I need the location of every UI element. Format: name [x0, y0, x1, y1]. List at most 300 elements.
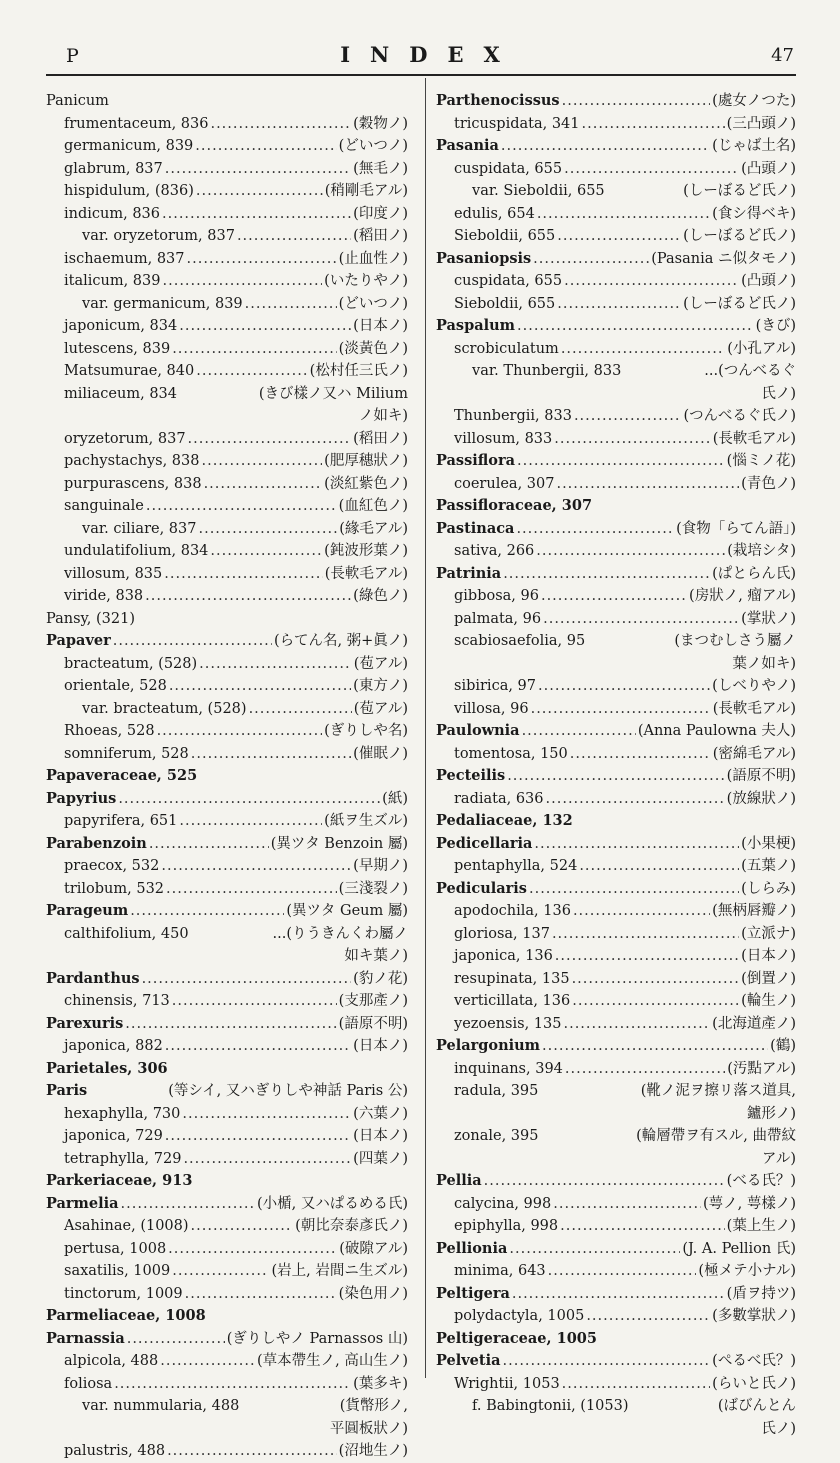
- leader-dots: [118, 788, 380, 811]
- entry-term: zonale, 395: [454, 1128, 539, 1144]
- leader-dots: [565, 1058, 725, 1081]
- index-entry: [46, 1350, 408, 1373]
- leader-dots: [142, 968, 352, 991]
- entry-gloss: (放線狀ノ): [726, 790, 796, 807]
- entry-gloss: (松村任三氏ノ): [309, 363, 408, 379]
- entry-gloss: (沼地生ノ): [338, 1443, 408, 1459]
- entry-gloss: (北海道產ノ): [712, 1015, 796, 1032]
- entry-term: alpicola, 488: [64, 1353, 159, 1369]
- entry-gloss: (葉多キ): [353, 1375, 408, 1392]
- genus-name: Parmeliaceae, 1008: [46, 1307, 206, 1324]
- entry-term: lutescens, 839: [64, 340, 171, 357]
- index-entry: [46, 563, 408, 586]
- entry-gloss: 平圓板狀ノ): [329, 1420, 408, 1437]
- entry-term: frumentaceum, 836: [64, 115, 209, 132]
- header-rule: [46, 74, 796, 76]
- genus-name: Parmelia: [46, 1194, 119, 1212]
- genus-name: Pelargonium: [436, 1037, 541, 1054]
- entry-gloss: (凸頭ノ): [741, 160, 796, 177]
- left-column: [46, 90, 408, 1463]
- genus-name: Papaver: [46, 632, 111, 649]
- entry-gloss: (輪層帶ヲ有スル, 曲帶紋: [636, 1128, 796, 1144]
- index-entry: [436, 1013, 796, 1036]
- index-entry: [436, 1328, 796, 1351]
- entry-gloss: (じゃば土名): [712, 138, 796, 154]
- entry-term: glabrum, 837: [64, 160, 163, 177]
- index-entry: [436, 1125, 796, 1148]
- genus-name: Pecteilis: [436, 767, 506, 784]
- leader-dots: [564, 270, 739, 293]
- entry-gloss: (しらみ): [741, 880, 796, 897]
- entry-gloss: (立派ナ): [741, 925, 796, 942]
- index-entry: [46, 158, 408, 181]
- entry-term: pentaphylla, 524: [454, 858, 578, 874]
- entry-gloss: (食物「らてん語」): [676, 520, 796, 537]
- leader-dots: [167, 1440, 337, 1463]
- entry-term: villosum, 835: [64, 565, 163, 582]
- entry-term: verticillata, 136: [454, 993, 571, 1009]
- entry-gloss: (しーぼるど氏ノ): [683, 183, 796, 199]
- page-header: [0, 0, 840, 80]
- index-entry: [436, 405, 796, 428]
- leader-dots: [127, 1328, 225, 1351]
- index-entry: [46, 1058, 408, 1081]
- index-entry: [436, 90, 796, 113]
- index-entry: [436, 1395, 796, 1418]
- leader-dots: [557, 293, 681, 316]
- leader-dots: [517, 450, 725, 473]
- genus-name: Papaveraceae, 525: [46, 767, 198, 784]
- entry-gloss: (靴ノ泥ヲ擦リ落ス道具,: [640, 1083, 796, 1099]
- index-entry: [46, 945, 408, 968]
- entry-gloss: (苞アル): [353, 655, 408, 672]
- leader-dots: [157, 720, 323, 743]
- entry-term: palustris, 488: [64, 1443, 166, 1459]
- entry-term: var. Thunbergii, 833: [472, 363, 622, 379]
- index-entry: [46, 1305, 408, 1328]
- leader-dots: [183, 1148, 351, 1171]
- index-entry: [436, 383, 796, 406]
- index-entry: [46, 1238, 408, 1261]
- entry-term: somniferum, 528: [64, 745, 189, 762]
- index-entry: [46, 1328, 408, 1351]
- entry-term: sativa, 266: [454, 543, 535, 559]
- entry-gloss: 氏ノ): [761, 385, 796, 402]
- genus-name: Pardanthus: [46, 969, 140, 987]
- genus-name: Parthenocissus: [436, 92, 560, 109]
- entry-term: tricuspidata, 341: [454, 115, 580, 132]
- index-entry: [436, 563, 796, 586]
- genus-name: Pedicularis: [436, 879, 527, 897]
- page-number: 47: [771, 45, 794, 66]
- leader-dots: [557, 225, 681, 248]
- entry-gloss: (べる氏？): [726, 1173, 796, 1189]
- entry-gloss: (どいつノ): [338, 295, 408, 312]
- entry-term: pachystachys, 838: [64, 453, 200, 469]
- index-entry: [436, 833, 796, 856]
- leader-dots: [172, 990, 337, 1013]
- entry-term: var. Sieboldii, 655: [472, 183, 605, 199]
- entry-term: purpurascens, 838: [64, 475, 202, 492]
- index-entry: [436, 203, 796, 226]
- index-entry: [436, 743, 796, 766]
- index-entry: [436, 585, 796, 608]
- leader-dots: [165, 1125, 351, 1148]
- leader-dots: [552, 923, 739, 946]
- entry-gloss: (長軟毛アル): [712, 430, 796, 447]
- entry-term: villosum, 833: [454, 430, 553, 447]
- entry-term: var. germanicum, 839: [82, 295, 243, 312]
- index-entry: [46, 113, 408, 136]
- index-entry: [46, 518, 408, 541]
- leader-dots: [199, 653, 352, 676]
- leader-dots: [121, 1193, 255, 1216]
- leader-dots: [579, 855, 739, 878]
- entry-gloss: (早期ノ): [353, 858, 408, 874]
- index-entry: [46, 293, 408, 316]
- entry-term: tinctorum, 1009: [64, 1285, 183, 1302]
- index-entry: [436, 788, 796, 811]
- genus-name: Parnassia: [46, 1329, 125, 1347]
- entry-term: Matsumurae, 840: [64, 363, 195, 379]
- entry-gloss: (東方ノ): [353, 678, 408, 694]
- entry-term: cuspidata, 655: [454, 273, 563, 289]
- leader-dots: [546, 788, 725, 811]
- leader-dots: [509, 1238, 680, 1261]
- index-entry: [436, 540, 796, 563]
- genus-name: Parexuris: [46, 1014, 124, 1032]
- genus-name: Parageum: [46, 902, 129, 919]
- leader-dots: [145, 585, 351, 608]
- entry-gloss: (ばびんとん: [717, 1398, 796, 1414]
- entry-gloss: (紙ヲ生ズル): [324, 813, 408, 829]
- leader-dots: [572, 968, 740, 991]
- index-entry: [46, 630, 408, 653]
- index-entry: [46, 900, 408, 923]
- leader-dots: [210, 540, 322, 563]
- entry-gloss: 葉ノ如キ): [732, 655, 796, 672]
- leader-dots: [249, 698, 352, 721]
- entry-gloss: (密綿毛アル): [712, 745, 796, 762]
- genus-name: Paris: [46, 1082, 88, 1099]
- index-entry: [46, 540, 408, 563]
- index-entry: [436, 855, 796, 878]
- entry-term: orientale, 528: [64, 678, 167, 694]
- entry-term: sanguinale: [64, 498, 144, 514]
- index-entry: [46, 1395, 408, 1418]
- genus-name: Paulownia: [436, 722, 520, 739]
- entry-gloss: (小果梗): [741, 835, 796, 852]
- entry-term: japonica, 729: [64, 1128, 163, 1144]
- entry-gloss: (長軟毛アル): [712, 700, 796, 717]
- index-entry: [436, 1418, 796, 1441]
- entry-term: var. bracteatum, (528): [82, 700, 247, 717]
- entry-gloss: (倒置ノ): [741, 970, 796, 987]
- entry-gloss: (しーぼるど氏ノ): [683, 295, 796, 312]
- index-entry: [46, 428, 408, 451]
- entry-gloss: (小楯, 又ハぱるめる氏): [256, 1195, 408, 1212]
- index-entry: [436, 765, 796, 788]
- leader-dots: [542, 1035, 768, 1058]
- index-entry: [46, 720, 408, 743]
- leader-dots: [125, 1013, 336, 1036]
- leader-dots: [204, 473, 323, 496]
- entry-term: pertusa, 1008: [64, 1240, 167, 1257]
- index-entry: [46, 1013, 408, 1036]
- index-entry: [46, 923, 408, 946]
- leader-dots: [162, 203, 351, 226]
- leader-dots: [237, 225, 351, 248]
- entry-gloss: (淡紅紫色ノ): [324, 475, 408, 492]
- index-entry: [46, 1193, 408, 1216]
- entry-term: chinensis, 713: [64, 993, 170, 1009]
- entry-gloss: (朝比奈泰彥氏ノ): [295, 1218, 408, 1234]
- entry-gloss: (青色ノ): [741, 475, 796, 492]
- index-entry: [46, 135, 408, 158]
- index-entry: [436, 630, 796, 653]
- leader-dots: [130, 900, 284, 923]
- leader-dots: [537, 203, 710, 226]
- index-entry: [46, 653, 408, 676]
- leader-dots: [160, 1350, 255, 1373]
- leader-dots: [114, 1373, 351, 1396]
- leader-dots: [210, 113, 351, 136]
- leader-dots: [185, 1283, 337, 1306]
- index-entry: [436, 473, 796, 496]
- entry-gloss: (支那產ノ): [338, 993, 408, 1009]
- index-entry: [46, 495, 408, 518]
- leader-dots: [556, 473, 739, 496]
- entry-term: viride, 838: [64, 588, 144, 604]
- index-entry: [436, 248, 796, 271]
- leader-dots: [187, 248, 337, 271]
- leader-dots: [172, 338, 336, 361]
- entry-gloss: (らいと氏ノ): [712, 1375, 796, 1392]
- index-entry: [436, 1350, 796, 1373]
- entry-gloss: (ぎりしや名): [324, 723, 408, 739]
- genus-name: Pasania: [436, 137, 499, 154]
- entry-term: Sieboldii, 655: [454, 228, 556, 244]
- entry-gloss: (六葉ノ): [353, 1105, 408, 1122]
- index-entry: [46, 743, 408, 766]
- page-title: INDEX: [340, 42, 520, 67]
- entry-gloss: (掌狀ノ): [741, 610, 796, 627]
- index-entry: [436, 1238, 796, 1261]
- index-entry: [46, 405, 408, 428]
- entry-term: Pansy, (321): [46, 610, 136, 627]
- entry-gloss: (しべりやノ): [712, 678, 796, 694]
- entry-term: yezoensis, 135: [454, 1015, 562, 1032]
- entry-gloss: (房狀ノ, 瘤アル): [689, 588, 796, 604]
- entry-term: japonica, 882: [64, 1038, 163, 1054]
- entry-gloss: (ぺるべ氏？): [712, 1353, 796, 1369]
- entry-term: scrobiculatum: [454, 340, 559, 357]
- entry-term: var. nummularia, 488: [82, 1398, 240, 1414]
- entry-gloss: (輪生ノ): [741, 993, 796, 1009]
- index-entry: [46, 225, 408, 248]
- leader-dots: [245, 293, 337, 316]
- entry-gloss: (Anna Paulowna 夫人): [637, 723, 796, 739]
- index-entry: [46, 855, 408, 878]
- index-entry: [436, 878, 796, 901]
- entry-gloss: (日本ノ): [741, 948, 796, 964]
- entry-term: hexaphylla, 730: [64, 1105, 181, 1122]
- entry-gloss: (異ツタ Benzoin 屬): [270, 835, 408, 852]
- entry-gloss: (苞アル): [353, 700, 408, 717]
- entry-term: minima, 643: [454, 1263, 546, 1279]
- entry-gloss: (ぎりしやノ Parnassos 山): [226, 1330, 408, 1347]
- index-entry: [436, 1148, 796, 1171]
- entry-term: radiata, 636: [454, 790, 544, 807]
- entry-term: scabiosaefolia, 95: [454, 633, 586, 649]
- entry-term: villosa, 96: [454, 700, 529, 717]
- index-entry: [436, 1170, 796, 1193]
- entry-gloss: (四葉ノ): [353, 1150, 408, 1167]
- index-entry: [436, 1080, 796, 1103]
- leader-dots: [529, 878, 739, 901]
- entry-gloss: (草本帶生ノ, 高山生ノ): [256, 1353, 408, 1369]
- entry-term: tomentosa, 150: [454, 745, 568, 762]
- index-entry: [436, 810, 796, 833]
- leader-dots: [164, 563, 323, 586]
- entry-gloss: (稻田ノ): [353, 228, 408, 244]
- entry-term: edulis, 654: [454, 205, 535, 222]
- leader-dots: [533, 248, 649, 271]
- entry-gloss: (三淺裂ノ): [338, 880, 408, 897]
- entry-term: germanicum, 839: [64, 138, 194, 154]
- index-entry: [46, 1283, 408, 1306]
- index-entry: [436, 495, 796, 518]
- column-divider: [425, 78, 426, 1378]
- entry-gloss: (語原不明): [338, 1015, 408, 1032]
- leader-dots: [503, 1350, 711, 1373]
- index-entry: [436, 1193, 796, 1216]
- index-entry: [46, 450, 408, 473]
- entry-gloss: (惱ミノ花): [726, 453, 796, 469]
- entry-gloss: (Pasania ニ似タモノ): [651, 250, 796, 267]
- index-entry: [436, 1035, 796, 1058]
- entry-gloss: (ぱとらん氏): [712, 565, 796, 582]
- index-entry: [436, 653, 796, 676]
- entry-gloss: (語原不明): [726, 768, 796, 784]
- entry-gloss: (長軟毛アル): [324, 565, 408, 582]
- genus-name: Peltigeraceae, 1005: [436, 1329, 597, 1347]
- leader-dots: [562, 1373, 711, 1396]
- entry-gloss: (鈍波形葉ノ): [324, 543, 408, 559]
- genus-name: Parabenzoin: [46, 834, 147, 852]
- entry-gloss: (岩上, 岩間ニ生ズル): [271, 1263, 408, 1279]
- index-entry: [46, 1215, 408, 1238]
- entry-term: Rhoeas, 528: [64, 723, 155, 739]
- index-entry: [436, 1283, 796, 1306]
- index-entry: [46, 1418, 408, 1441]
- index-entry: [436, 158, 796, 181]
- entry-term: epiphylla, 998: [454, 1218, 559, 1234]
- index-entry: [46, 608, 408, 631]
- entry-gloss: ...(りうきんくわ屬ノ: [272, 925, 408, 942]
- index-entry: [436, 720, 796, 743]
- leader-dots: [113, 630, 272, 653]
- entry-term: gibbosa, 96: [454, 588, 539, 604]
- entry-term: coerulea, 307: [454, 475, 555, 492]
- index-entry: [436, 945, 796, 968]
- index-entry: [46, 383, 408, 406]
- index-entry: [46, 698, 408, 721]
- entry-term: f. Babingtonii, (1053): [472, 1398, 629, 1414]
- index-entry: [436, 1215, 796, 1238]
- entry-term: italicum, 839: [64, 273, 161, 289]
- index-entry: [46, 1125, 408, 1148]
- entry-term: saxatilis, 1009: [64, 1263, 171, 1279]
- entry-gloss: (肥厚穗狀ノ): [324, 453, 408, 469]
- entry-term: indicum, 836: [64, 205, 160, 222]
- entry-term: palmata, 96: [454, 610, 542, 627]
- genus-name: Pelvetia: [436, 1352, 501, 1369]
- entry-term: sibirica, 97: [454, 678, 537, 694]
- leader-dots: [507, 765, 724, 788]
- leader-dots: [561, 338, 725, 361]
- index-entry: [46, 1035, 408, 1058]
- leader-dots: [543, 608, 739, 631]
- entry-gloss: (日本ノ): [353, 318, 408, 334]
- leader-dots: [538, 675, 710, 698]
- index-entry: [46, 360, 408, 383]
- entry-term: apodochila, 136: [454, 903, 571, 919]
- index-entry: [436, 968, 796, 991]
- index-entry: [436, 900, 796, 923]
- entry-term: Asahinae, (1008): [64, 1218, 189, 1234]
- leader-dots: [570, 743, 711, 766]
- entry-term: inquinans, 394: [454, 1060, 563, 1077]
- entry-gloss: (印度ノ): [353, 205, 408, 222]
- entry-gloss: (三凸頭ノ): [726, 115, 796, 132]
- entry-term: resupinata, 135: [454, 970, 570, 987]
- index-entry: [46, 90, 408, 113]
- leader-dots: [522, 720, 636, 743]
- leader-dots: [165, 1035, 351, 1058]
- entry-gloss: (綠色ノ): [353, 588, 408, 604]
- index-entry: [436, 225, 796, 248]
- leader-dots: [536, 540, 725, 563]
- genus-name: Pellionia: [436, 1239, 508, 1257]
- entry-gloss: (食シ得ベキ): [712, 205, 796, 222]
- index-entry: [436, 113, 796, 136]
- entry-gloss: (きび樣ノ又ハ Milium: [258, 385, 408, 402]
- entry-term: Thunbergii, 833: [454, 408, 572, 424]
- entry-gloss: (らてん名, 粥+眞ノ): [273, 633, 408, 649]
- index-entry: [436, 1103, 796, 1126]
- index-entry: [436, 315, 796, 338]
- leader-dots: [562, 90, 711, 113]
- entry-gloss: (どいつノ): [338, 138, 408, 154]
- index-entry: [46, 1148, 408, 1171]
- entry-term: Wrightii, 1053: [454, 1375, 560, 1392]
- entry-gloss: (つんべるぐ氏ノ): [683, 408, 796, 424]
- entry-term: japonicum, 834: [64, 318, 178, 334]
- index-entry: [436, 338, 796, 361]
- entry-gloss: (盾ヲ持ツ): [726, 1285, 796, 1302]
- leader-dots: [168, 1238, 337, 1261]
- index-entry: [436, 135, 796, 158]
- entry-gloss: (日本ノ): [353, 1128, 408, 1144]
- leader-dots: [149, 833, 269, 856]
- entry-term: foliosa: [64, 1375, 113, 1392]
- entry-gloss: (しーぼるど氏ノ): [683, 228, 796, 244]
- index-entry: [436, 1058, 796, 1081]
- entry-gloss: (極メテ小ナル): [698, 1263, 796, 1279]
- entry-gloss: (五葉ノ): [741, 858, 796, 874]
- index-entry: [46, 833, 408, 856]
